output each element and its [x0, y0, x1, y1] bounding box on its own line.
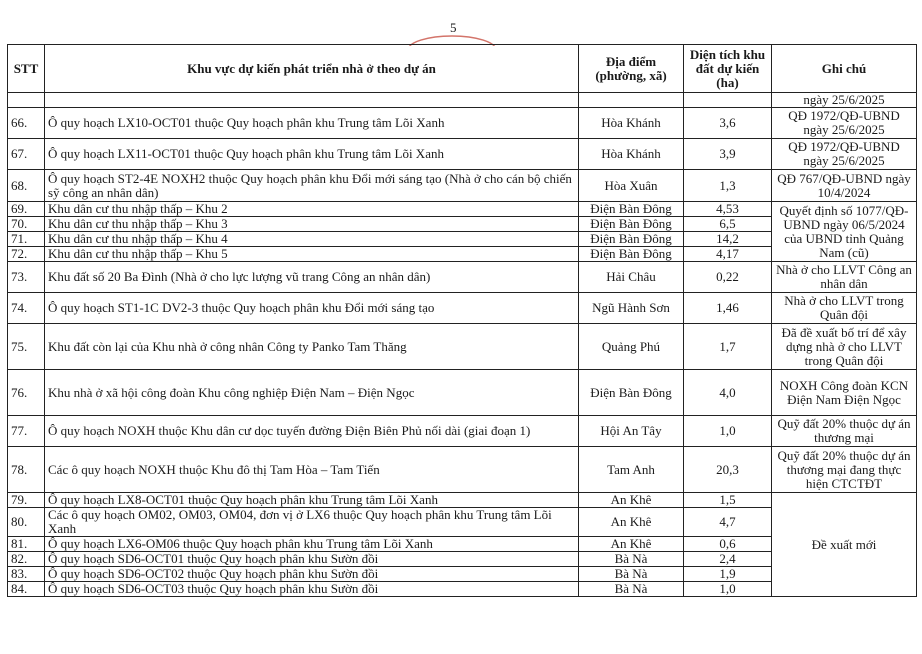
- row-stt: 83.: [8, 567, 45, 582]
- row-location: Tam Anh: [579, 447, 684, 493]
- row-stt: 66.: [8, 108, 45, 139]
- row-stt: 73.: [8, 262, 45, 293]
- row-location: Hội An Tây: [579, 416, 684, 447]
- row-note: NOXH Công đoàn KCN Điện Nam Điện Ngọc: [772, 370, 917, 416]
- blank-cell: [579, 93, 684, 108]
- row-location: An Khê: [579, 537, 684, 552]
- row-stt: 80.: [8, 508, 45, 537]
- row-location: Điện Bàn Đông: [579, 217, 684, 232]
- row-area: Ô quy hoạch SD6-OCT02 thuộc Quy hoạch phân khu Sườn đồi: [45, 567, 579, 582]
- row-location: Quảng Phú: [579, 324, 684, 370]
- header-row: [8, 45, 917, 93]
- row-size: 1,46: [684, 293, 772, 324]
- row-location: Bà Nà: [579, 582, 684, 597]
- row-location: Hòa Khánh: [579, 139, 684, 170]
- row-size: 4,53: [684, 202, 772, 217]
- row-size: 14,2: [684, 232, 772, 247]
- row-size: 1,9: [684, 567, 772, 582]
- carry-row: [8, 93, 917, 108]
- row-location: Hòa Xuân: [579, 170, 684, 202]
- table-row: [8, 262, 917, 293]
- row-size: 4,7: [684, 508, 772, 537]
- row-location: Hải Châu: [579, 262, 684, 293]
- header-size: Diện tích khu đất dự kiến (ha): [684, 45, 772, 93]
- page-number: 5: [450, 20, 457, 35]
- blank-cell: [8, 93, 45, 108]
- row-area: Ô quy hoạch ST1-1C DV2-3 thuộc Quy hoạch phân khu Đổi mới sáng tạo: [45, 293, 579, 324]
- row-stt: 82.: [8, 552, 45, 567]
- row-size: 0,6: [684, 537, 772, 552]
- row-size: 3,6: [684, 108, 772, 139]
- row-stt: 68.: [8, 170, 45, 202]
- row-area: Ô quy hoạch LX10-OCT01 thuộc Quy hoạch phân khu Trung tâm Lõi Xanh: [45, 108, 579, 139]
- row-stt: 69.: [8, 202, 45, 217]
- row-location: An Khê: [579, 493, 684, 508]
- row-stt: 78.: [8, 447, 45, 493]
- row-note: Quỹ đất 20% thuộc dự án thương mại: [772, 416, 917, 447]
- group-note-new-proposal: Đề xuất mới: [772, 493, 917, 597]
- row-stt: 75.: [8, 324, 45, 370]
- row-stt: 76.: [8, 370, 45, 416]
- row-note: Đã đề xuất bố trí để xây dựng nhà ở cho LLVT trong Quân đội: [772, 324, 917, 370]
- blank-cell: [45, 93, 579, 108]
- row-size: 3,9: [684, 139, 772, 170]
- row-stt: 70.: [8, 217, 45, 232]
- table-row: [8, 370, 917, 416]
- row-size: 1,5: [684, 493, 772, 508]
- row-stt: 72.: [8, 247, 45, 262]
- row-location: Bà Nà: [579, 552, 684, 567]
- row-area: Khu dân cư thu nhập thấp – Khu 3: [45, 217, 579, 232]
- row-area: Khu đất còn lại của Khu nhà ở công nhân Công ty Panko Tam Thăng: [45, 324, 579, 370]
- row-location: Điện Bàn Đông: [579, 247, 684, 262]
- row-size: 4,17: [684, 247, 772, 262]
- row-area: Các ô quy hoạch OM02, OM03, OM04, đơn vị ở LX6 thuộc Quy hoạch phân khu Trung tâm Lõi Xanh: [45, 508, 579, 537]
- row-location: Hòa Khánh: [579, 108, 684, 139]
- row-size: 4,0: [684, 370, 772, 416]
- row-size: 0,22: [684, 262, 772, 293]
- row-area: Ô quy hoạch SD6-OCT01 thuộc Quy hoạch phân khu Sườn đồi: [45, 552, 579, 567]
- row-location: Điện Bàn Đông: [579, 232, 684, 247]
- row-size: 1,0: [684, 416, 772, 447]
- row-area: Khu dân cư thu nhập thấp – Khu 5: [45, 247, 579, 262]
- row-note: QĐ 1972/QĐ-UBND ngày 25/6/2025: [772, 139, 917, 170]
- row-size: 1,3: [684, 170, 772, 202]
- row-size: 1,0: [684, 582, 772, 597]
- carry-note: ngày 25/6/2025: [772, 93, 917, 108]
- row-area: Khu đất số 20 Ba Đình (Nhà ở cho lực lượng vũ trang Công an nhân dân): [45, 262, 579, 293]
- row-area: Các ô quy hoạch NOXH thuộc Khu đô thị Tam Hòa – Tam Tiến: [45, 447, 579, 493]
- row-stt: 79.: [8, 493, 45, 508]
- header-location: Địa điểm (phường, xã): [579, 45, 684, 93]
- row-location: An Khê: [579, 508, 684, 537]
- row-location: Điện Bàn Đông: [579, 202, 684, 217]
- row-area: Ô quy hoạch ST2-4E NOXH2 thuộc Quy hoạch phân khu Đổi mới sáng tạo (Nhà ở cho cán bộ chiến sỹ công an nhân dân): [45, 170, 579, 202]
- header-stt: STT: [8, 45, 45, 93]
- blank-cell: [684, 93, 772, 108]
- row-size: 2,4: [684, 552, 772, 567]
- table-row: [8, 108, 917, 139]
- row-note: QĐ 1972/QĐ-UBND ngày 25/6/2025: [772, 108, 917, 139]
- row-area: Ô quy hoạch LX11-OCT01 thuộc Quy hoạch phân khu Trung tâm Lõi Xanh: [45, 139, 579, 170]
- row-note: QĐ 767/QĐ-UBND ngày 10/4/2024: [772, 170, 917, 202]
- row-area: Ô quy hoạch LX6-OM06 thuộc Quy hoạch phân khu Trung tâm Lõi Xanh: [45, 537, 579, 552]
- row-location: Điện Bàn Đông: [579, 370, 684, 416]
- table-row: [8, 139, 917, 170]
- row-area: Ô quy hoạch NOXH thuộc Khu dân cư dọc tuyến đường Điện Biên Phủ nối dài (giai đoạn 1): [45, 416, 579, 447]
- row-stt: 74.: [8, 293, 45, 324]
- table-row: [8, 416, 917, 447]
- row-location: Bà Nà: [579, 567, 684, 582]
- row-size: 6,5: [684, 217, 772, 232]
- table-row: [8, 447, 917, 493]
- row-stt: 81.: [8, 537, 45, 552]
- header-area: Khu vực dự kiến phát triển nhà ở theo dự án: [45, 45, 579, 93]
- row-area: Ô quy hoạch LX8-OCT01 thuộc Quy hoạch phân khu Trung tâm Lõi Xanh: [45, 493, 579, 508]
- row-stt: 67.: [8, 139, 45, 170]
- row-note: Quỹ đất 20% thuộc dự án thương mại đang thực hiện CTCTĐT: [772, 447, 917, 493]
- table-row: [8, 493, 917, 508]
- row-size: 1,7: [684, 324, 772, 370]
- table-row: [8, 293, 917, 324]
- row-note: Nhà ở cho LLVT trong Quân đội: [772, 293, 917, 324]
- header-note: Ghi chú: [772, 45, 917, 93]
- row-note: Nhà ở cho LLVT Công an nhân dân: [772, 262, 917, 293]
- row-size: 20,3: [684, 447, 772, 493]
- table-row: [8, 170, 917, 202]
- row-area: Khu dân cư thu nhập thấp – Khu 4: [45, 232, 579, 247]
- group-note-low-income: Quyết định số 1077/QĐ-UBND ngày 06/5/2024 của UBND tỉnh Quảng Nam (cũ): [772, 202, 917, 262]
- row-location: Ngũ Hành Sơn: [579, 293, 684, 324]
- row-stt: 77.: [8, 416, 45, 447]
- table-row: [8, 202, 917, 217]
- row-area: Khu dân cư thu nhập thấp – Khu 2: [45, 202, 579, 217]
- row-stt: 71.: [8, 232, 45, 247]
- row-stt: 84.: [8, 582, 45, 597]
- row-area: Khu nhà ở xã hội công đoàn Khu công nghiệp Điện Nam – Điện Ngọc: [45, 370, 579, 416]
- housing-table: [7, 44, 917, 597]
- row-area: Ô quy hoạch SD6-OCT03 thuộc Quy hoạch phân khu Sườn đồi: [45, 582, 579, 597]
- table-row: [8, 324, 917, 370]
